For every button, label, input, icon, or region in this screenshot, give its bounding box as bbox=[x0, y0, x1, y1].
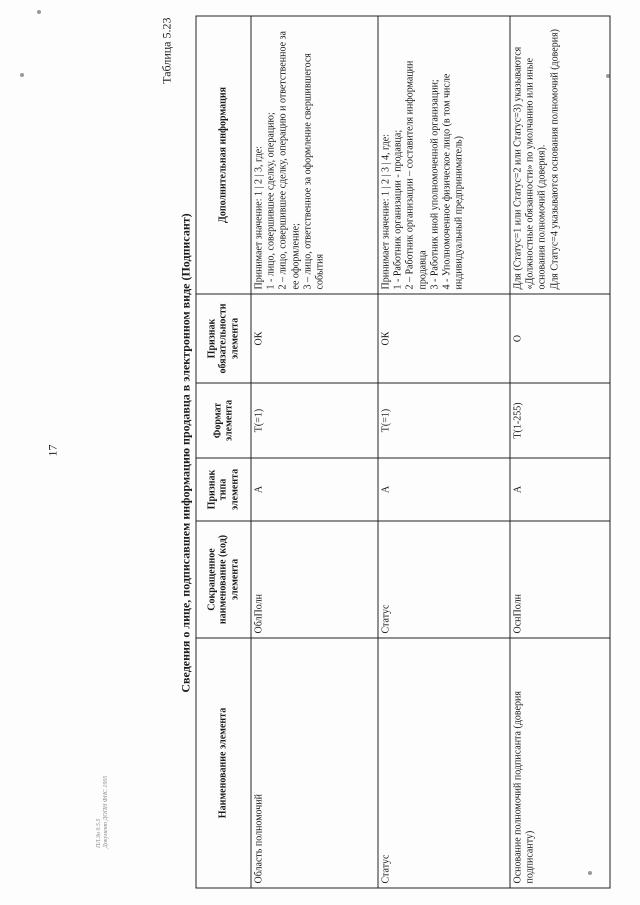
info-line: Принимает значение: 1 | 2 | 3 | 4, где: bbox=[380, 134, 392, 290]
cell-name: Основание полномочий подписанта (доверия подписанту) bbox=[510, 638, 610, 888]
scan-speck bbox=[37, 10, 41, 14]
table-row bbox=[378, 16, 510, 888]
cell-name: Статус bbox=[378, 638, 510, 888]
header-format: Формат элемента bbox=[196, 383, 251, 458]
cell-code: ОснПолн bbox=[510, 521, 610, 638]
data-table bbox=[196, 16, 611, 889]
cell-code: ОблПолн bbox=[251, 521, 378, 638]
cell-format: T(1-255) bbox=[510, 383, 610, 458]
info-line: 4 - Уполномоченное физическое лицо (в том числе индивидуальный предприниматель) bbox=[441, 73, 465, 290]
document-stamp bbox=[96, 776, 110, 848]
cell-format: T(=1) bbox=[251, 383, 378, 458]
header-name: Наименование элемента bbox=[196, 638, 251, 888]
cell-required: ОК bbox=[251, 294, 378, 383]
cell-code: Статус bbox=[378, 521, 510, 638]
stamp-line: ПЛ.Зн 0.5.5 bbox=[96, 818, 102, 848]
info-line: 1 - лицо, совершившее сделку, операцию; bbox=[265, 112, 277, 290]
cell-type: А bbox=[378, 458, 510, 521]
header-type: Признак типа элемента bbox=[196, 458, 251, 521]
scan-speck bbox=[20, 73, 24, 77]
cell-type: А bbox=[510, 458, 610, 521]
header-info: Дополнительная информация bbox=[196, 16, 251, 294]
info-line: Для Статус=4 указываются основания полномочий (доверия) bbox=[549, 29, 561, 290]
stamp-line: Документ ДОПН ФНС 1905 bbox=[103, 775, 110, 848]
rotated-table-frame bbox=[160, 10, 614, 897]
info-line: Для (Статус=1 или Статус=2 или Статус=3) указываются «Должностные обязанности» по умолчанию или иные основания полномочий (доверия). bbox=[512, 46, 548, 290]
header-required: Признак обязательности элемента bbox=[196, 294, 251, 383]
page-number: 17 bbox=[45, 444, 60, 457]
cell-required: О bbox=[510, 294, 610, 383]
table-header-row bbox=[196, 16, 251, 888]
info-line: 2 – лицо, совершившее сделку, операцию и ответственное за ее оформление; bbox=[277, 31, 302, 290]
table-number: Таблица 5.23 bbox=[159, 17, 174, 84]
cell-required: ОК bbox=[378, 294, 510, 383]
table-row bbox=[510, 16, 610, 888]
cell-info bbox=[251, 16, 378, 294]
info-line: 3 – лицо, ответственное за оформление свершившегося события bbox=[302, 53, 326, 290]
table-title: Сведения о лице, подписавшем информацию продавца в электронном виде (Подписант) bbox=[178, 213, 193, 693]
table-row bbox=[251, 16, 378, 888]
cell-name: Область полномочий bbox=[251, 638, 378, 888]
info-line: 2 – Работник организации – составителя информации продавца bbox=[404, 60, 429, 290]
info-line: 3 - Работник иной уполномоченной организации; bbox=[429, 79, 441, 290]
cell-info bbox=[378, 16, 510, 294]
cell-format: T(=1) bbox=[378, 383, 510, 458]
header-code: Сокращенное наименование (код) элемента bbox=[196, 521, 251, 638]
cell-info bbox=[510, 16, 610, 294]
cell-type: А bbox=[251, 458, 378, 521]
info-line: Принимает значение: 1 | 2 | 3, где: bbox=[253, 146, 265, 290]
info-line: 1 - Работник организации - продавца; bbox=[392, 129, 404, 290]
